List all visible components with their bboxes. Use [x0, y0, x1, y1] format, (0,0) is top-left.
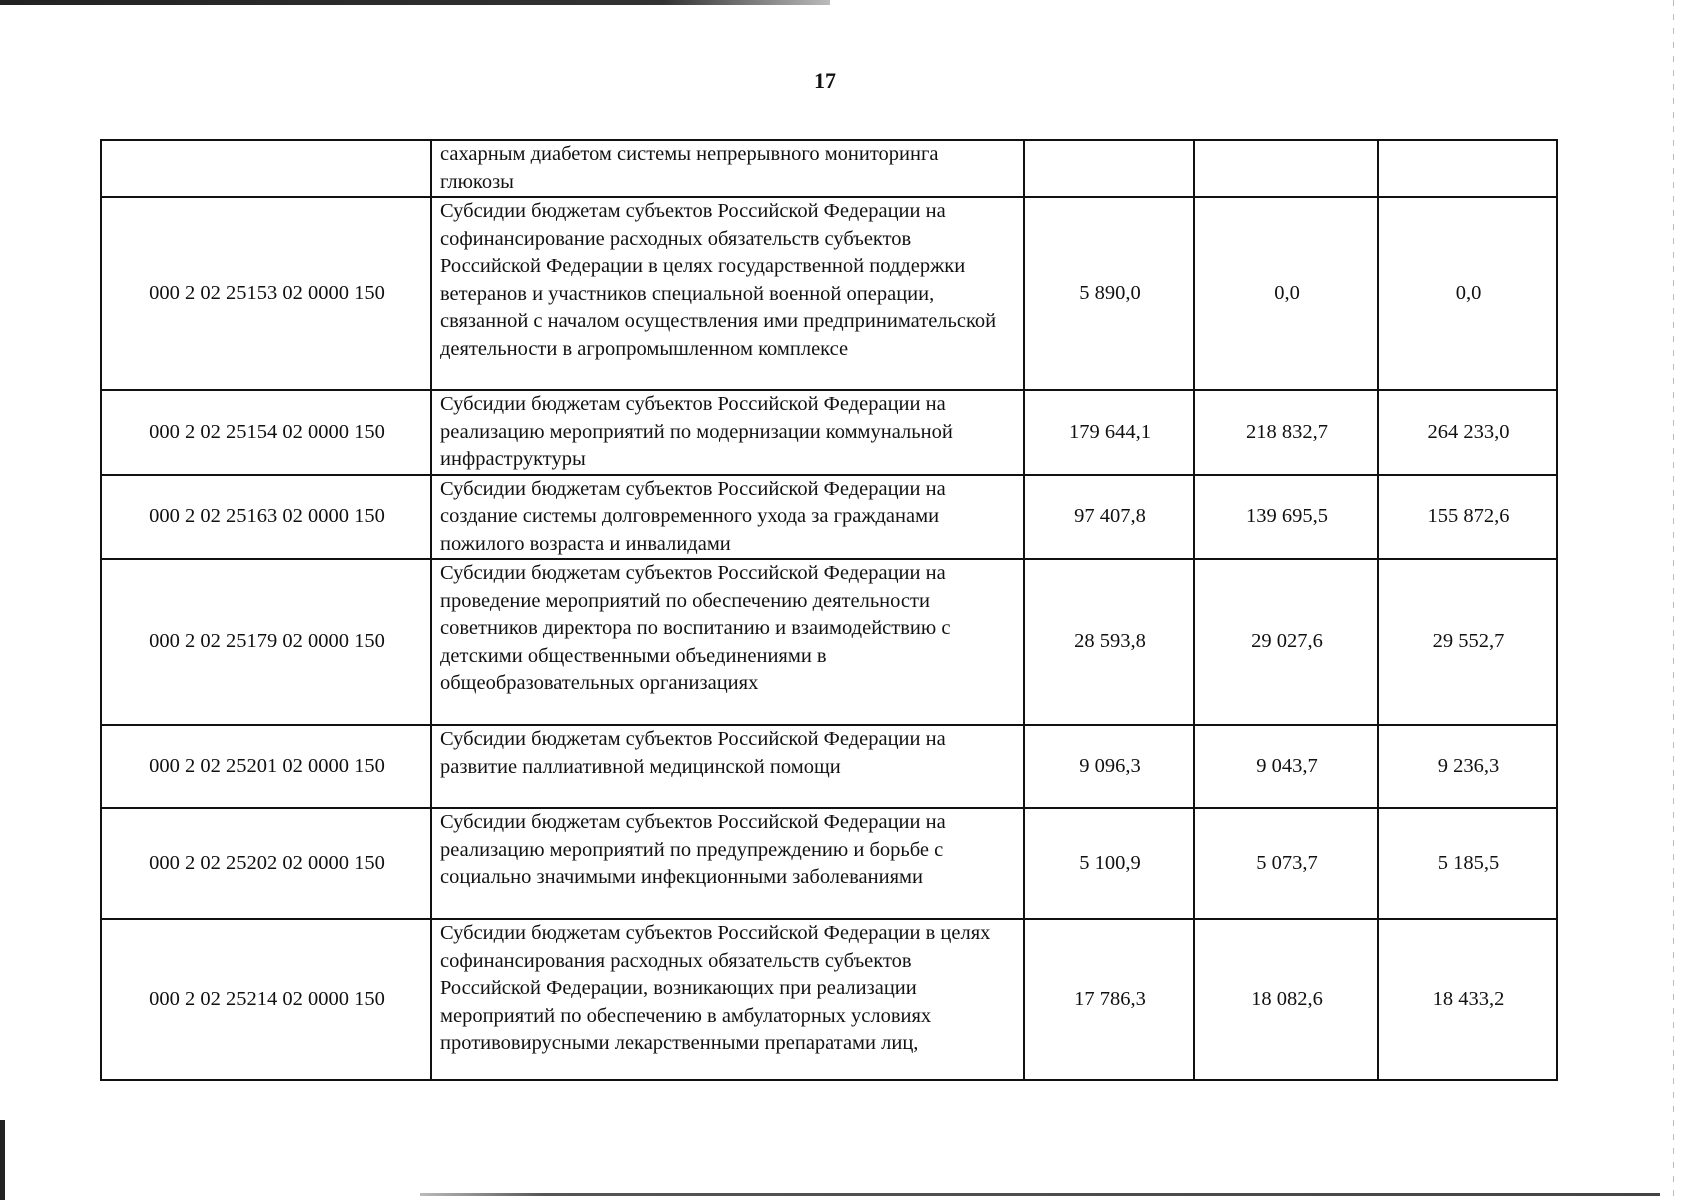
description-cell: Субсидии бюджетам субъектов Российской Федерации на реализацию мероприятий по модернизации коммунальной инфраструктуры	[431, 390, 1024, 475]
value-2024-cell: 28 593,8	[1024, 559, 1194, 725]
value-2026-cell: 9 236,3	[1378, 725, 1557, 808]
scan-edge-top	[0, 0, 830, 5]
value-2026-cell: 29 552,7	[1378, 559, 1557, 725]
value-2025-cell: 5 073,7	[1194, 808, 1378, 919]
code-cell: 000 2 02 25154 02 0000 150	[101, 390, 431, 475]
value-2024-cell: 179 644,1	[1024, 390, 1194, 475]
scan-edge-right	[1673, 0, 1674, 1200]
value-2024-cell: 5 890,0	[1024, 197, 1194, 390]
scan-edge-left	[0, 1120, 5, 1200]
value-2026-cell: 155 872,6	[1378, 475, 1557, 560]
code-cell: 000 2 02 25202 02 0000 150	[101, 808, 431, 919]
value-2025-cell	[1194, 140, 1378, 197]
description-cell: сахарным диабетом системы непрерывного мониторинга глюкозы	[431, 140, 1024, 197]
value-2026-cell: 18 433,2	[1378, 919, 1557, 1080]
code-cell: 000 2 02 25179 02 0000 150	[101, 559, 431, 725]
description-cell: Субсидии бюджетам субъектов Российской Федерации на софинансирование расходных обязательств субъектов Российской Федерации в целях государственной поддержки ветеранов и участников специальной военной операции, связанной с началом осуществления ими предпринимательской деятельности в агропромышленном комплексе	[431, 197, 1024, 390]
description-cell: Субсидии бюджетам субъектов Российской Федерации на реализацию мероприятий по предупреждению и борьбе с социально значимыми инфекционными заболеваниями	[431, 808, 1024, 919]
table-row	[101, 390, 1557, 475]
value-2026-cell: 5 185,5	[1378, 808, 1557, 919]
scan-edge-bottom	[420, 1193, 1660, 1196]
description-cell: Субсидии бюджетам субъектов Российской Федерации на создание системы долговременного ухода за гражданами пожилого возраста и инвалидами	[431, 475, 1024, 560]
value-2025-cell: 29 027,6	[1194, 559, 1378, 725]
value-2026-cell: 264 233,0	[1378, 390, 1557, 475]
value-2024-cell: 17 786,3	[1024, 919, 1194, 1080]
value-2024-cell: 97 407,8	[1024, 475, 1194, 560]
table-row	[101, 725, 1557, 808]
value-2024-cell: 9 096,3	[1024, 725, 1194, 808]
code-cell: 000 2 02 25163 02 0000 150	[101, 475, 431, 560]
table-row	[101, 140, 1557, 197]
budget-table	[100, 139, 1558, 1081]
value-2026-cell: 0,0	[1378, 197, 1557, 390]
value-2025-cell: 0,0	[1194, 197, 1378, 390]
table-row	[101, 559, 1557, 725]
value-2024-cell	[1024, 140, 1194, 197]
value-2024-cell: 5 100,9	[1024, 808, 1194, 919]
value-2025-cell: 139 695,5	[1194, 475, 1378, 560]
code-cell	[101, 140, 431, 197]
page-number: 17	[814, 68, 836, 93]
description-cell: Субсидии бюджетам субъектов Российской Федерации в целях софинансирования расходных обязательств субъектов Российской Федерации, возникающих при реализации мероприятий по обеспечению в амбулаторных условиях противовирусными лекарственными препаратами лиц,	[431, 919, 1024, 1080]
value-2025-cell: 218 832,7	[1194, 390, 1378, 475]
value-2026-cell	[1378, 140, 1557, 197]
table-row	[101, 919, 1557, 1080]
value-2025-cell: 9 043,7	[1194, 725, 1378, 808]
table-row	[101, 197, 1557, 390]
description-cell: Субсидии бюджетам субъектов Российской Федерации на проведение мероприятий по обеспечению деятельности советников директора по воспитанию и взаимодействию с детскими общественными объединениями в общеобразовательных организациях	[431, 559, 1024, 725]
table-row	[101, 808, 1557, 919]
table-row	[101, 475, 1557, 560]
code-cell: 000 2 02 25201 02 0000 150	[101, 725, 431, 808]
value-2025-cell: 18 082,6	[1194, 919, 1378, 1080]
description-cell: Субсидии бюджетам субъектов Российской Федерации на развитие паллиативной медицинской помощи	[431, 725, 1024, 808]
code-cell: 000 2 02 25153 02 0000 150	[101, 197, 431, 390]
code-cell: 000 2 02 25214 02 0000 150	[101, 919, 431, 1080]
